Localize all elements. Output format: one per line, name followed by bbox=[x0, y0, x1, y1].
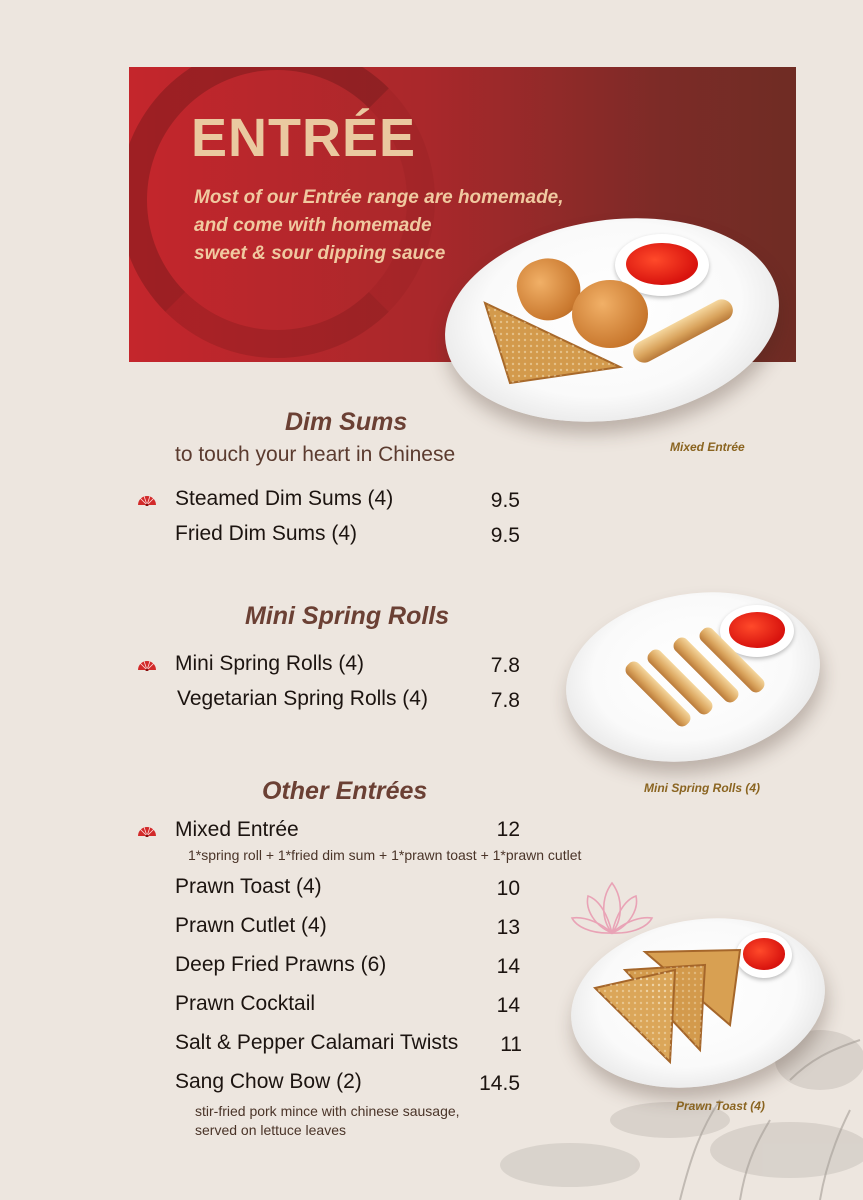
menu-item-name: Prawn Cutlet (4) bbox=[175, 914, 327, 937]
menu-item-price: 14 bbox=[496, 994, 520, 1017]
menu-item-price: 10 bbox=[496, 877, 520, 900]
menu-item-name: Mixed Entrée bbox=[175, 818, 299, 841]
menu-item-name: Mini Spring Rolls (4) bbox=[175, 652, 365, 675]
red-fan-icon bbox=[137, 493, 157, 506]
menu-item-name: Deep Fried Prawns (6) bbox=[175, 953, 387, 976]
prawn-toast-image bbox=[590, 940, 760, 1070]
menu-item-name: Steamed Dim Sums (4) bbox=[175, 487, 394, 510]
menu-item-name: Fried Dim Sums (4) bbox=[175, 522, 358, 545]
menu-item-price: 14 bbox=[496, 955, 520, 978]
prawn-toast-caption: Prawn Toast (4) bbox=[676, 1099, 765, 1113]
section-subtitle-dim-sums: to touch your heart in Chinese bbox=[175, 443, 456, 466]
page-title: ENTRÉE bbox=[191, 108, 417, 168]
banner-subtitle-line: Most of our Entrée range are homemade, bbox=[194, 187, 564, 208]
description-line: served on lettuce leaves bbox=[195, 1122, 346, 1138]
menu-item-name: Prawn Toast (4) bbox=[175, 875, 322, 898]
red-fan-icon bbox=[137, 824, 157, 837]
menu-item-price: 7.8 bbox=[490, 689, 520, 712]
menu-item-price: 11 bbox=[500, 1033, 522, 1056]
menu-item-price: 9.5 bbox=[490, 524, 520, 547]
menu-item-price: 9.5 bbox=[490, 489, 520, 512]
plate bbox=[553, 573, 834, 781]
menu-item-price: 13 bbox=[496, 916, 520, 939]
section-title-other-entrees: Other Entrées bbox=[262, 777, 428, 805]
banner-subtitle-line: sweet & sour dipping sauce bbox=[194, 243, 446, 264]
mini-spring-rolls-caption: Mini Spring Rolls (4) bbox=[644, 781, 760, 795]
menu-item-name: Prawn Cocktail bbox=[175, 992, 316, 1015]
menu-item-description: 1*spring roll + 1*fried dim sum + 1*prawn toast + 1*prawn cutlet bbox=[188, 847, 582, 863]
menu-item-price: 7.8 bbox=[490, 654, 520, 677]
description-line: stir-fried pork mince with chinese sausage, bbox=[195, 1103, 460, 1119]
red-fan-icon bbox=[137, 658, 157, 671]
menu-item-description bbox=[195, 1102, 460, 1140]
menu-item-price: 12 bbox=[496, 818, 520, 841]
section-title-mini-spring-rolls: Mini Spring Rolls bbox=[245, 602, 450, 630]
section-title-dim-sums: Dim Sums bbox=[285, 408, 408, 436]
menu-item-name: Sang Chow Bow (2) bbox=[175, 1070, 362, 1093]
fried-dim-sum-image bbox=[572, 280, 648, 348]
menu-item-name: Salt & Pepper Calamari Twists bbox=[175, 1031, 459, 1054]
mixed-entree-caption: Mixed Entrée bbox=[670, 440, 745, 454]
menu-item-price: 14.5 bbox=[479, 1072, 520, 1095]
banner-subtitle-line: and come with homemade bbox=[194, 215, 432, 236]
menu-item-name: Vegetarian Spring Rolls (4) bbox=[177, 687, 428, 710]
